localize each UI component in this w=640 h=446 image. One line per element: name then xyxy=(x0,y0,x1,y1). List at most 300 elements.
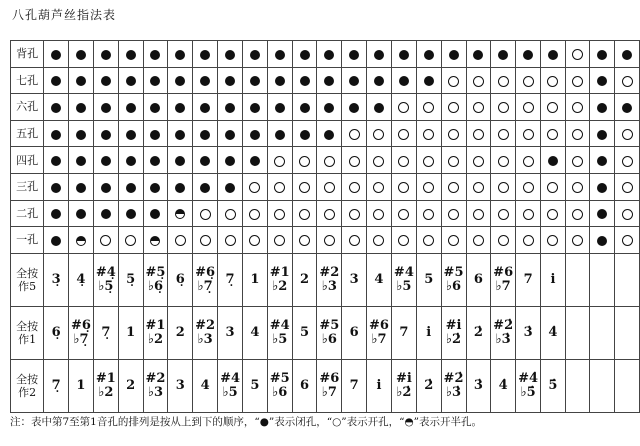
hole-cell xyxy=(68,147,93,174)
hole-cell xyxy=(143,173,168,200)
hole-cell xyxy=(342,200,367,227)
note-cell xyxy=(541,253,566,306)
open-hole-icon xyxy=(100,235,111,246)
note-text: 6 xyxy=(349,324,359,340)
note-text: 6̣ xyxy=(51,324,61,340)
open-hole-icon xyxy=(498,182,509,193)
hole-cell xyxy=(590,67,615,94)
hole-cell xyxy=(615,200,640,227)
closed-hole-icon xyxy=(126,209,136,219)
footnote: 注：表中第7至第1音孔的排列是按从上到下的顺序，“●”表示闭孔，“○”表示开孔，“◓”表示开半孔。 xyxy=(10,416,483,428)
hole-cell xyxy=(118,200,143,227)
closed-hole-icon xyxy=(126,130,136,140)
hole-cell xyxy=(267,120,292,147)
note-cell xyxy=(317,306,342,359)
hole-cell xyxy=(366,227,391,254)
hole-cell xyxy=(491,227,516,254)
note-text: 2̇ xyxy=(473,324,483,340)
closed-hole-icon xyxy=(349,76,359,86)
note-cell xyxy=(193,253,218,306)
open-hole-icon xyxy=(523,76,534,87)
note-cell xyxy=(466,306,491,359)
note-cell xyxy=(565,359,590,412)
closed-hole-icon xyxy=(424,76,434,86)
open-hole-icon xyxy=(622,76,633,87)
hole-cell xyxy=(615,94,640,121)
hole-cell xyxy=(565,227,590,254)
note-text: i xyxy=(550,271,556,287)
hole-cell xyxy=(590,41,615,68)
note-cell xyxy=(118,253,143,306)
note-cell xyxy=(441,359,466,412)
closed-hole-icon xyxy=(374,76,384,86)
open-hole-icon xyxy=(622,156,633,167)
note-text: 7̣ xyxy=(101,324,111,340)
note-text: 4̇ xyxy=(498,377,508,393)
hole-cell xyxy=(516,227,541,254)
hole-cell xyxy=(516,200,541,227)
note-cell xyxy=(143,253,168,306)
hole-cell xyxy=(491,67,516,94)
note-text: ♭5̣ xyxy=(98,278,114,294)
note-text: ♭5 xyxy=(272,331,288,347)
open-hole-icon xyxy=(398,235,409,246)
closed-hole-icon xyxy=(200,76,210,86)
hole-cell xyxy=(193,67,218,94)
closed-hole-icon xyxy=(126,76,136,86)
note-cell xyxy=(342,253,367,306)
open-hole-icon xyxy=(498,76,509,87)
note-cell xyxy=(615,306,640,359)
note-cell xyxy=(516,253,541,306)
hole-cell xyxy=(391,41,416,68)
hole-cell xyxy=(168,173,193,200)
open-hole-icon xyxy=(249,235,260,246)
open-hole-icon xyxy=(349,156,360,167)
open-hole-icon xyxy=(324,209,335,220)
note-cell xyxy=(168,306,193,359)
hole-cell xyxy=(218,94,243,121)
hole-cell xyxy=(267,200,292,227)
note-text: 1 xyxy=(76,377,86,393)
closed-hole-icon xyxy=(622,103,632,113)
hole-cell xyxy=(565,173,590,200)
closed-hole-icon xyxy=(424,50,434,60)
closed-hole-icon xyxy=(150,156,160,166)
closed-hole-icon xyxy=(51,236,61,246)
hole-cell xyxy=(193,227,218,254)
hole-cell xyxy=(292,173,317,200)
hole-cell xyxy=(243,94,268,121)
hole-cell xyxy=(243,200,268,227)
hole-cell xyxy=(68,67,93,94)
open-hole-icon xyxy=(398,156,409,167)
closed-hole-icon xyxy=(126,156,136,166)
closed-hole-icon xyxy=(200,103,210,113)
closed-hole-icon xyxy=(101,130,111,140)
note-cell xyxy=(416,253,441,306)
hole-cell xyxy=(565,94,590,121)
note-cell xyxy=(68,359,93,412)
hole-cell xyxy=(466,41,491,68)
note-text: 1 xyxy=(250,271,260,287)
note-text: 7̣ xyxy=(51,377,61,393)
closed-hole-icon xyxy=(548,156,558,166)
note-text: ♭5̇ xyxy=(520,384,536,400)
open-hole-icon xyxy=(274,209,285,220)
hole-cell xyxy=(342,227,367,254)
open-hole-icon xyxy=(225,209,236,220)
hole-cell xyxy=(590,173,615,200)
hole-cell xyxy=(292,227,317,254)
note-text: 2 xyxy=(299,271,310,287)
hole-cell xyxy=(565,41,590,68)
open-hole-icon xyxy=(349,182,360,193)
hole-cell xyxy=(218,173,243,200)
note-cell xyxy=(516,306,541,359)
open-hole-icon xyxy=(324,182,335,193)
hole-cell xyxy=(466,200,491,227)
hole-cell xyxy=(68,41,93,68)
note-text: ♭2 xyxy=(272,278,288,294)
note-text: 7 xyxy=(523,271,533,287)
hole-cell xyxy=(317,67,342,94)
open-hole-icon xyxy=(125,235,136,246)
note-text: #4 xyxy=(393,264,414,280)
hole-cell xyxy=(68,94,93,121)
note-text: #2 xyxy=(319,264,340,280)
open-hole-icon xyxy=(274,182,285,193)
hole-row xyxy=(11,147,640,174)
note-cell xyxy=(218,359,243,412)
closed-hole-icon xyxy=(150,209,160,219)
note-cell xyxy=(491,253,516,306)
note-text: #4 xyxy=(220,370,241,386)
fingering-row xyxy=(11,359,640,412)
note-cell xyxy=(391,306,416,359)
hole-cell xyxy=(491,147,516,174)
open-hole-icon xyxy=(448,102,459,113)
open-hole-icon xyxy=(249,182,260,193)
hole-cell xyxy=(267,227,292,254)
hole-cell xyxy=(317,200,342,227)
hole-cell xyxy=(93,227,118,254)
hole-cell xyxy=(541,227,566,254)
closed-hole-icon xyxy=(200,130,210,140)
open-hole-icon xyxy=(498,235,509,246)
hole-cell xyxy=(292,147,317,174)
hole-cell xyxy=(93,67,118,94)
open-hole-icon xyxy=(473,235,484,246)
note-cell xyxy=(168,253,193,306)
open-hole-icon xyxy=(398,102,409,113)
closed-hole-icon xyxy=(51,209,61,219)
note-text: 5 xyxy=(424,271,434,287)
note-text: 3̣ xyxy=(51,271,61,287)
open-hole-icon xyxy=(572,102,583,113)
closed-hole-icon xyxy=(275,130,285,140)
hole-cell xyxy=(143,67,168,94)
note-cell xyxy=(193,306,218,359)
half-open-hole-icon xyxy=(150,236,160,246)
note-cell xyxy=(491,306,516,359)
note-text: 1 xyxy=(126,324,136,340)
hole-cell xyxy=(491,200,516,227)
note-text: ♭3̇ xyxy=(445,384,462,400)
hole-cell xyxy=(541,200,566,227)
closed-hole-icon xyxy=(324,50,334,60)
note-text: 7̣ xyxy=(225,271,235,287)
note-cell xyxy=(168,359,193,412)
note-cell xyxy=(44,306,69,359)
note-cell xyxy=(243,359,268,412)
note-cell xyxy=(118,359,143,412)
note-text: 3 xyxy=(349,271,359,287)
hole-cell xyxy=(267,41,292,68)
hole-cell xyxy=(342,67,367,94)
hole-cell xyxy=(317,227,342,254)
note-cell xyxy=(466,359,491,412)
closed-hole-icon xyxy=(51,50,61,60)
note-text: #5̣ xyxy=(145,264,166,280)
hole-cell xyxy=(168,147,193,174)
closed-hole-icon xyxy=(150,183,160,193)
closed-hole-icon xyxy=(200,50,210,60)
hole-cell xyxy=(193,41,218,68)
hole-cell xyxy=(466,147,491,174)
open-hole-icon xyxy=(622,182,633,193)
hole-cell xyxy=(416,94,441,121)
hole-cell xyxy=(391,200,416,227)
note-cell xyxy=(491,359,516,412)
hole-cell xyxy=(516,173,541,200)
closed-hole-icon xyxy=(101,183,111,193)
closed-hole-icon xyxy=(324,130,334,140)
hole-cell xyxy=(541,147,566,174)
closed-hole-icon xyxy=(225,50,235,60)
open-hole-icon xyxy=(547,209,558,220)
closed-hole-icon xyxy=(300,103,310,113)
note-cell xyxy=(317,359,342,412)
hole-cell xyxy=(615,41,640,68)
note-text: 3̇ xyxy=(523,324,533,340)
hole-row xyxy=(11,94,640,121)
note-cell xyxy=(541,306,566,359)
closed-hole-icon xyxy=(548,50,558,60)
hole-cell xyxy=(565,120,590,147)
open-hole-icon xyxy=(473,76,484,87)
note-cell xyxy=(292,359,317,412)
closed-hole-icon xyxy=(101,76,111,86)
note-cell xyxy=(391,359,416,412)
hole-cell xyxy=(44,147,69,174)
hole-cell xyxy=(267,94,292,121)
hole-cell xyxy=(441,120,466,147)
closed-hole-icon xyxy=(76,209,86,219)
hole-cell xyxy=(615,147,640,174)
open-hole-icon xyxy=(622,209,633,220)
note-text: #1 xyxy=(145,317,166,333)
hole-cell xyxy=(342,41,367,68)
note-text: ♭6 xyxy=(445,278,462,294)
note-text: ♭6 xyxy=(321,331,337,347)
note-text: 2 xyxy=(175,324,185,340)
open-hole-icon xyxy=(423,209,434,220)
hole-cell xyxy=(342,120,367,147)
hole-row xyxy=(11,173,640,200)
hole-cell xyxy=(590,200,615,227)
note-text: ♭7̣ xyxy=(197,278,213,294)
note-cell xyxy=(590,253,615,306)
hole-cell xyxy=(342,147,367,174)
note-cell xyxy=(243,306,268,359)
note-cell xyxy=(416,306,441,359)
note-text: #2̇ xyxy=(493,317,514,333)
hole-row xyxy=(11,120,640,147)
note-cell xyxy=(93,306,118,359)
hole-cell xyxy=(193,94,218,121)
note-text: 4 xyxy=(200,377,210,393)
hole-cell xyxy=(441,94,466,121)
open-hole-icon xyxy=(523,102,534,113)
note-text: 2̇ xyxy=(424,377,434,393)
open-hole-icon xyxy=(473,209,484,220)
hole-cell xyxy=(118,67,143,94)
note-text: 3 xyxy=(225,324,235,340)
note-text: 7 xyxy=(399,324,409,340)
note-cell xyxy=(193,359,218,412)
note-text: #6 xyxy=(368,317,389,333)
note-cell xyxy=(441,253,466,306)
closed-hole-icon xyxy=(349,103,359,113)
open-hole-icon xyxy=(324,235,335,246)
open-hole-icon xyxy=(423,235,434,246)
note-cell xyxy=(466,253,491,306)
closed-hole-icon xyxy=(76,103,86,113)
hole-cell xyxy=(466,120,491,147)
note-text: 4 xyxy=(374,271,384,287)
hole-cell xyxy=(416,200,441,227)
open-hole-icon xyxy=(473,102,484,113)
open-hole-icon xyxy=(423,182,434,193)
note-cell xyxy=(565,253,590,306)
open-hole-icon xyxy=(373,235,384,246)
note-text: ♭3 xyxy=(147,384,164,400)
hole-cell xyxy=(68,227,93,254)
closed-hole-icon xyxy=(126,50,136,60)
hole-cell xyxy=(416,41,441,68)
hole-cell xyxy=(441,200,466,227)
hole-cell xyxy=(118,147,143,174)
hole-cell xyxy=(143,41,168,68)
closed-hole-icon xyxy=(101,50,111,60)
hole-cell xyxy=(441,67,466,94)
hole-cell xyxy=(317,173,342,200)
note-text: ♭2̇ xyxy=(396,384,412,400)
open-hole-icon xyxy=(572,156,583,167)
hole-cell xyxy=(44,227,69,254)
hole-cell xyxy=(590,227,615,254)
open-hole-icon xyxy=(547,76,558,87)
hole-cell xyxy=(243,227,268,254)
fingering-row xyxy=(11,253,640,306)
note-cell xyxy=(118,306,143,359)
open-hole-icon xyxy=(547,235,558,246)
closed-hole-icon xyxy=(76,76,86,86)
hole-row xyxy=(11,41,640,68)
hole-cell xyxy=(93,120,118,147)
note-text: #6 xyxy=(493,264,514,280)
hole-cell xyxy=(366,120,391,147)
hole-cell xyxy=(441,227,466,254)
open-hole-icon xyxy=(299,182,310,193)
note-text: ♭2 xyxy=(98,384,114,400)
hole-label: 六孔 xyxy=(11,94,44,121)
hole-cell xyxy=(193,173,218,200)
hole-cell xyxy=(218,200,243,227)
open-hole-icon xyxy=(498,129,509,140)
note-text: ♭3 xyxy=(197,331,213,347)
open-hole-icon xyxy=(349,235,360,246)
hole-cell xyxy=(541,41,566,68)
hole-cell xyxy=(317,147,342,174)
hole-cell xyxy=(292,41,317,68)
note-text: i xyxy=(426,324,432,340)
half-open-hole-icon xyxy=(175,209,185,219)
note-cell xyxy=(267,306,292,359)
closed-hole-icon xyxy=(300,76,310,86)
closed-hole-icon xyxy=(597,209,607,219)
open-hole-icon xyxy=(423,156,434,167)
open-hole-icon xyxy=(448,76,459,87)
hole-cell xyxy=(118,227,143,254)
hole-cell xyxy=(193,147,218,174)
note-cell xyxy=(218,253,243,306)
hole-cell xyxy=(93,173,118,200)
open-hole-icon xyxy=(349,209,360,220)
hole-cell xyxy=(44,120,69,147)
note-cell xyxy=(267,359,292,412)
hole-label: 五孔 xyxy=(11,120,44,147)
hole-cell xyxy=(391,120,416,147)
hole-label: 三孔 xyxy=(11,173,44,200)
note-text: 2 xyxy=(126,377,136,393)
note-text: 3̇ xyxy=(473,377,483,393)
hole-cell xyxy=(541,120,566,147)
open-hole-icon xyxy=(498,156,509,167)
note-text: ♭5 xyxy=(396,278,412,294)
open-hole-icon xyxy=(523,182,534,193)
open-hole-icon xyxy=(448,129,459,140)
hole-label: 四孔 xyxy=(11,147,44,174)
hole-cell xyxy=(416,67,441,94)
closed-hole-icon xyxy=(449,50,459,60)
page-title: 八孔葫芦丝指法表 xyxy=(12,8,117,22)
note-text: ♭6̣ xyxy=(147,278,164,294)
closed-hole-icon xyxy=(622,50,632,60)
hole-cell xyxy=(317,120,342,147)
open-hole-icon xyxy=(523,235,534,246)
open-hole-icon xyxy=(473,182,484,193)
fingering-label: 全按作1 xyxy=(11,306,44,359)
hole-cell xyxy=(541,94,566,121)
hole-cell xyxy=(292,200,317,227)
closed-hole-icon xyxy=(200,183,210,193)
open-hole-icon xyxy=(523,156,534,167)
note-text: #4̇ xyxy=(518,370,539,386)
closed-hole-icon xyxy=(275,50,285,60)
hole-cell xyxy=(93,94,118,121)
